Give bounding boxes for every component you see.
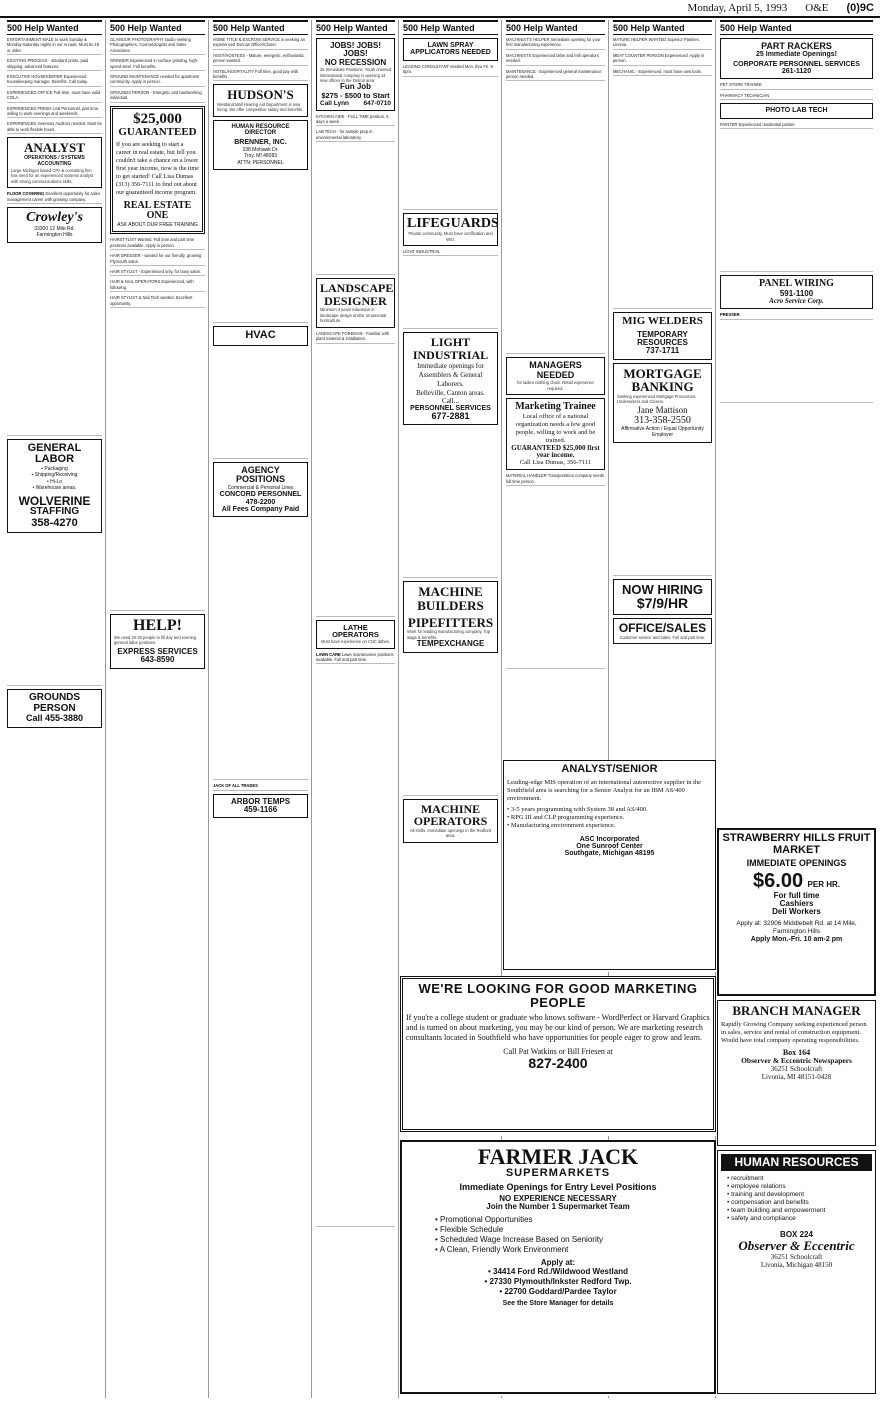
classified-ad: HAIR & NAIL OPERATORS Experienced, with following. xyxy=(110,279,205,292)
express-title: EXPRESS SERVICES xyxy=(117,646,198,656)
column-3 xyxy=(210,20,312,1398)
mortgage-title: MORTGAGE BANKING xyxy=(623,365,702,395)
classified-ad: KITCHEN AIDE - FULL TIME position, 5 days a week. xyxy=(316,114,395,127)
column-heading: 500 Help Wanted xyxy=(316,20,395,35)
jobs-contact xyxy=(320,100,391,107)
hr-director-ad xyxy=(213,120,308,170)
presser-title: PRESSER xyxy=(720,312,740,318)
strawberry-pay: $6.00 xyxy=(753,869,804,892)
classified-ad-block xyxy=(613,446,712,576)
classified-ad: GRINDER experienced in surface grinding, high-speed steel. Full benefits. xyxy=(110,58,205,71)
machine-op-title: MACHINE OPERATORS xyxy=(413,801,488,829)
strawberry-pay-line xyxy=(722,871,871,892)
classified-ad: MACHINIST'S HELPER Immediate opening for your first manufacturing experience. xyxy=(506,37,605,50)
farmer-footer: See the Store Manager for details xyxy=(502,1300,614,1308)
marketing-call: Call Lisa Dumas, 356-7111 xyxy=(519,459,592,467)
branch-title: BRANCH MANAGER xyxy=(732,1003,861,1018)
mortgage-ad xyxy=(613,363,712,443)
landscape-title: LANDSCAPE DESIGNER xyxy=(320,281,394,308)
panel-wiring-company: Acro Service Corp. xyxy=(769,296,824,305)
column-heading: 500 Help Wanted xyxy=(7,20,102,35)
branch-box: Box 164 xyxy=(782,1047,811,1057)
branch-address: 36251 Schoolcraft xyxy=(770,1064,823,1073)
mortgage-eoe: Affirmative Action / Equal Opportunity Employer xyxy=(621,425,704,439)
farmer-apply: Apply at: xyxy=(540,1257,576,1267)
machine-body: Work for leading manufacturing company. Top wage & benefits. xyxy=(407,629,491,640)
temp-title: TEMPORARY RESOURCES xyxy=(637,329,688,347)
guarantee-amount: $25,000 xyxy=(133,110,182,127)
good-body: If you're a college student or graduate who knows software - WordPerfect or Harvard Graphics and is turned on about marketing, you may be our kind of person. We are marketing research consultants located in Southfield who have opportunities for people eager to grow and learn. xyxy=(406,1013,710,1043)
panel-wiring-title: PANEL WIRING xyxy=(759,278,834,290)
temp-phone: 737-1711 xyxy=(645,346,680,356)
classified-ad: EXCITING PROCESS - standard prints, paid shipping, advanced features. xyxy=(7,58,102,71)
analyst-senior-frame xyxy=(503,760,716,970)
classified-ad: PET STORE TRAINEE xyxy=(720,82,873,89)
machine-operators-ad xyxy=(403,799,498,843)
human-resources-ad xyxy=(717,1150,876,1396)
crowleys-address: 33300 12 Mile Rd. xyxy=(34,225,75,232)
agency-ad xyxy=(213,462,308,517)
analyst-senior-list xyxy=(507,806,712,830)
strawberry-frame xyxy=(717,828,876,996)
classified-ad: LAB TECH - for sample prep in environmental laboratory. xyxy=(316,129,395,142)
classified-ad: EXPERIENCED Inventory Auditors needed. Must be able to work flexible hours. xyxy=(7,121,102,134)
analyst-company: ASC Incorporated xyxy=(579,835,640,843)
machine-title: MACHINE BUILDERS xyxy=(417,584,484,614)
strawberry-per: PER HR. xyxy=(807,879,840,889)
managers-ad xyxy=(506,357,605,395)
branch-frame xyxy=(717,1000,876,1146)
managers-title: MANAGERS NEEDED xyxy=(529,360,582,380)
analyst-req: • Manufacturing environment experience. xyxy=(507,821,616,829)
li-company: PERSONNEL SERVICES xyxy=(410,404,491,412)
agency-contact: CONCORD PERSONNEL xyxy=(219,491,302,499)
jobs-fun: Fun Job xyxy=(339,82,372,92)
column-heading: 500 Help Wanted xyxy=(720,20,873,35)
floor-cover-ad xyxy=(7,191,102,204)
classified-ad: MATERIAL HANDLER Transportation company needs full time person. xyxy=(506,473,605,486)
classified-ad: HOTEL/HOSPITALITY Full time, good pay with benefits. xyxy=(213,69,308,82)
pipefitters-title: PIPEFITTERS xyxy=(407,614,494,630)
jobs-body: 25 Immediate Positions. Youth oriented international company is opening 14 new offices in the Detroit area. xyxy=(320,67,392,83)
strawberry-title: STRAWBERRY HILLS FRUIT MARKET xyxy=(722,832,871,856)
branch-manager-ad xyxy=(717,1000,876,1148)
strawberry-apply: Apply Mon.-Fri. 10 am-2 pm xyxy=(750,935,843,943)
general-item: • Packaging xyxy=(41,465,68,472)
classified-ad-block xyxy=(720,132,873,272)
hr-item: • training and development xyxy=(727,1190,805,1198)
photo-lab-ad xyxy=(720,103,873,118)
light-industrial-ad xyxy=(403,332,498,425)
good-phone: 827-2400 xyxy=(528,1055,588,1072)
column-heading: 500 Help Wanted xyxy=(613,20,712,35)
arbor-title: ARBOR TEMPS xyxy=(230,796,291,806)
classified-ad: LEASING CONSULTANT needed Mon. thru Fri. 9-5pm. xyxy=(403,64,498,77)
strawberry-fulltime: For full time xyxy=(773,890,820,900)
crowleys-city: Farmington Hills xyxy=(36,232,73,239)
good-title: WE'RE LOOKING FOR GOOD MARKETING PEOPLE xyxy=(418,981,698,1010)
office-body: Customer service and sales. Full and part time. xyxy=(619,634,706,640)
jack-of-all-trades-ad xyxy=(213,783,308,790)
jobs-subtitle: NO RECESSION xyxy=(324,57,387,67)
general-labor-ad xyxy=(7,439,102,534)
jobs-ad xyxy=(316,38,395,111)
farmer-title: FARMER JACK xyxy=(477,1144,639,1169)
arbor-phone: 459-1166 xyxy=(243,805,278,815)
agency-phone: 478-2200 xyxy=(245,498,276,506)
branch-company: Observer & Eccentric Newspapers xyxy=(741,1056,852,1066)
light-industrial-small: LIGHT INDUSTRIAL xyxy=(403,249,498,256)
hudsons-logo: HUDSON'S xyxy=(227,87,294,103)
analyst-req: • 3-5 years programming with System 38 and AS/400. xyxy=(507,805,648,813)
analyst-ad xyxy=(7,137,102,188)
lawn-spray-title: LAWN SPRAY APPLICATORS NEEDED xyxy=(410,42,491,57)
good-marketing-frame xyxy=(400,976,716,1132)
presser-ad xyxy=(720,312,873,319)
help-title: HELP! xyxy=(133,617,182,635)
classified-ad: GLAMOUR PHOTOGRAPHY studio seeking Photographers, Cosmetologists and Sales Associates. xyxy=(110,37,205,55)
classified-ad: LANDSCAPE FOREMAN - Familiar with plant material & installation. xyxy=(316,331,395,344)
part-rackers-ad xyxy=(720,38,873,79)
wolverine-subtitle: STAFFING xyxy=(29,506,80,518)
classified-ad: HOME TITLE & ESCROW SERVICE is seeking an experienced Escrow Officer/Closer. xyxy=(213,37,308,50)
corporate-title: CORPORATE PERSONNEL SERVICES xyxy=(733,60,860,68)
jobs-pay: $275 - $500 to Start xyxy=(321,90,390,100)
analyst-title: ANALYST xyxy=(24,140,85,156)
mortgage-phone: 313-358-2550 xyxy=(634,414,691,426)
hudsons-body: Westland Mall Hearing Aid Department is now hiring. We offer competitive salary and benefits. xyxy=(217,102,304,113)
column-heading: 500 Help Wanted xyxy=(110,20,205,35)
classified-ad-block xyxy=(403,428,498,578)
analyst-senior-ad xyxy=(503,760,716,972)
column-2 xyxy=(107,20,209,1398)
help-ad xyxy=(110,614,205,668)
farmer-benefit: • Scheduled Wage Increase Based on Seniority xyxy=(435,1234,603,1244)
brenner-attn: ATTN: PERSONNEL xyxy=(237,159,284,166)
general-subtitle: LABOR xyxy=(34,453,75,466)
marketing-title: Marketing Trainee xyxy=(515,401,596,413)
header-date: Monday, April 5, 1993 xyxy=(687,2,788,14)
jobs-call: Call Lynn xyxy=(320,99,350,107)
column-1 xyxy=(4,20,106,1398)
marketing-trainee-ad xyxy=(506,398,605,470)
classified-ad: PHARMACY TECHNICIAN xyxy=(720,93,873,100)
lawn-spray-ad xyxy=(403,38,498,61)
branch-body: Rapidly Growing Company seeking experienced person in sales, service and rental of construction equipment. Would have total company operating responsibilities. xyxy=(721,1020,867,1044)
hr-logo: Observer & Eccentric xyxy=(738,1237,855,1253)
classified-ad-block xyxy=(720,323,873,403)
hr-address: 36251 Schoolcraft xyxy=(770,1252,823,1261)
guarantee-word: GUARANTEED xyxy=(118,126,197,139)
farmer-openings: Immediate Openings for Entry Level Positions xyxy=(459,1181,657,1192)
analyst-senior-title: ANALYST/SENIOR xyxy=(561,763,658,775)
classified-ad-block xyxy=(506,84,605,354)
li-phone: 677-2881 xyxy=(431,410,470,421)
real-estate-sub: ASK ABOUT OUR FREE TRAINING xyxy=(117,221,198,228)
classified-ad: MECHANIC - Experienced, must have own tools. xyxy=(613,69,712,76)
brenner-address: 338 Mohawk Dr. xyxy=(242,146,279,153)
column-heading: 500 Help Wanted xyxy=(403,20,498,35)
mortgage-contact: Jane Mattison xyxy=(637,404,688,415)
part-rackers-title: PART RACKERS xyxy=(761,41,832,51)
floor-cover-title: FLOOR COVERING xyxy=(7,191,45,197)
farmer-location: • 27330 Plymouth/Inkster Redford Twp. xyxy=(484,1277,632,1287)
jobs-title: JOBS! JOBS! JOBS! xyxy=(329,41,382,59)
wolverine-title: WOLVERINE xyxy=(18,493,91,508)
analyst-city: Southgate, Michigan 48195 xyxy=(564,850,655,858)
strawberry-hills-ad xyxy=(717,828,876,998)
brenner-name: BRENNER, INC. xyxy=(234,139,287,147)
crowleys-logo: Crowley's xyxy=(26,209,83,225)
general-item: • Hi-Lo xyxy=(46,478,63,485)
classified-ad: HOST/HOSTESS - Mature, energetic, enthusiastic person wanted. xyxy=(213,53,308,66)
marketing-guarantee: GUARANTEED $25,000 first year income. xyxy=(511,443,600,459)
hr-list xyxy=(727,1175,872,1223)
grounds-phone: Call 455-3880 xyxy=(25,713,84,724)
lifeguards-title: LIFEGUARDS xyxy=(407,215,499,231)
farmer-noexp: NO EXPERIENCE NECESSARY xyxy=(499,1194,617,1204)
mortgage-body: Seeking experienced Mortgage Processors, Underwriters and Closers. xyxy=(617,394,697,405)
jack-title: JACK OF ALL TRADES xyxy=(213,783,258,789)
classified-ad: GROUND MAINTENANCE needed for apartment community. Apply in person. xyxy=(110,74,205,87)
mig-title: MIG WELDERS xyxy=(622,315,703,328)
header-paper: O&E xyxy=(805,2,829,14)
help-body: We need 20-25 people to fill day and evening general labor positions. xyxy=(114,634,197,646)
grounds-person-ad xyxy=(7,689,102,727)
classified-ad: EXECUTIVE HOUSEKEEPER Experienced housekeeping manager. Benefits. Call today. xyxy=(7,74,102,87)
strawberry-sub: IMMEDIATE OPENINGS xyxy=(746,858,847,869)
part-rackers-sub: 25 Immediate Openings! xyxy=(756,51,837,59)
lifeguards-ad xyxy=(403,213,498,247)
photo-lab-title: PHOTO LAB TECH xyxy=(765,107,828,115)
classified-ad-block xyxy=(7,246,102,436)
real-estate-logo: REAL ESTATE ONE xyxy=(123,199,192,222)
classified-ad-block xyxy=(213,173,308,323)
classified-ad: HAIR DRESSER - wanted for our friendly, growing Plymouth salon. xyxy=(110,253,205,266)
classified-ad-block xyxy=(316,667,395,1227)
branch-city: Livonia, MI 48151-0428 xyxy=(761,1072,832,1081)
column-heading: 500 Help Wanted xyxy=(506,20,605,35)
marketing-body: Local office of a national organization needs a few good people, willing to work and be trained. xyxy=(515,412,596,444)
hr-item: • employee relations xyxy=(727,1182,786,1190)
classified-ad-block xyxy=(403,80,498,210)
wolverine-phone: 358-4270 xyxy=(31,516,78,529)
hvac-title: HVAC xyxy=(245,329,276,342)
lifeguards-body: Private community, Must have certification and WSI. xyxy=(408,231,493,242)
good-call: Call Pat Watkins or Bill Friesen at xyxy=(503,1047,613,1057)
crowleys-ad xyxy=(7,207,102,243)
strawberry-role: Cashiers xyxy=(779,898,814,908)
analyst-subtitle: OPERATIONS / SYSTEMS ACCOUNTING xyxy=(24,154,85,168)
header-section: (0)9C xyxy=(846,2,874,14)
now-hiring-ad xyxy=(613,579,712,615)
li-body: Immediate openings for Assemblers & General Laborers. xyxy=(417,361,484,388)
agency-title: AGENCY POSITIONS xyxy=(235,464,285,485)
classified-ad: MEAT COUNTER PERSON Experienced. Apply in person. xyxy=(613,53,712,66)
classified-ad: HAIRSTYLIST Wanted. Full time and part time positions available. Apply in person. xyxy=(110,237,205,250)
hr-frame xyxy=(717,1150,876,1394)
guarantee-body: If you are seeking to start a career in real estate, but fell you couldn't take a chance on a lower first year income, now is the time to get started! Call Lisa Dumas (313) 356-7111 to find out about our guaranteed income program. xyxy=(116,140,199,196)
farmer-location: • 34414 Ford Rd./Wildwood Westland xyxy=(488,1267,628,1277)
strawberry-address: Apply at: 32906 Middlebelt Rd. at 14 Mile, Farmington Hills xyxy=(736,919,857,935)
analyst-body: Large Michigan based CPA & consulting firm has need for an experienced systems analyst with strong communications skills. xyxy=(11,167,94,184)
brenner-city: Troy, MI 48083 xyxy=(243,153,278,160)
classified-ad: GROUNDS PERSON - Energetic and hardworking individual. xyxy=(110,90,205,103)
analyst-address: One Sunroof Center xyxy=(576,842,643,850)
strawberry-role: Deli Workers xyxy=(772,907,821,917)
classified-ad-block xyxy=(110,311,205,611)
classified-ad: HAIR STYLIST & Nail Tech wanted. Excellent opportunity. xyxy=(110,295,205,308)
classified-ad: MAINTENANCE - Experienced general maintenance person needed. xyxy=(506,69,605,82)
office-title: OFFICE/SALES xyxy=(618,621,707,636)
hr-city: Livonia, Michigan 48150 xyxy=(760,1260,833,1269)
classified-ad-block xyxy=(213,520,308,780)
lathe-ad xyxy=(316,620,395,649)
landscape-designer-ad xyxy=(316,278,395,327)
now-hiring-title: NOW HIRING xyxy=(622,581,703,597)
grounds-title: GROUNDS PERSON xyxy=(28,692,81,714)
agency-body: Commercial & Personal Lines xyxy=(227,484,294,491)
hvac-ad xyxy=(213,326,308,346)
farmer-benefit: • Flexible Schedule xyxy=(435,1224,504,1234)
machine-builders-ad xyxy=(403,581,498,652)
hr-title: HUMAN RESOURCES xyxy=(721,1154,872,1171)
lathe-title: LATHE OPERATORS xyxy=(332,622,379,640)
column-4 xyxy=(313,20,399,1398)
lathe-body: Must have experience on CNC lathes. xyxy=(321,639,390,645)
hr-item: • recruitment xyxy=(727,1174,764,1182)
general-item: • Warehouse areas. xyxy=(32,485,77,492)
column-heading: 500 Help Wanted xyxy=(213,20,308,35)
farmer-benefits xyxy=(435,1215,711,1255)
classified-ad-block xyxy=(403,656,498,796)
hr-item: • compensation and benefits xyxy=(727,1198,809,1206)
general-item: • Shipping/Receiving xyxy=(31,472,78,479)
arbor-temps-ad xyxy=(213,794,308,819)
classified-ad-block xyxy=(403,259,498,329)
tempexchange: TEMPEXCHANGE xyxy=(416,639,485,649)
classified-ad: HAIR STYLIST - Experienced only, for busy salon. xyxy=(110,269,205,276)
classified-ad-block xyxy=(316,347,395,617)
good-marketing-ad xyxy=(400,976,716,1136)
office-sales-ad xyxy=(613,618,712,644)
li-city: Belleville, Canton areas. Call... xyxy=(416,388,485,405)
hr-director-title: HUMAN RESOURCE DIRECTOR xyxy=(231,123,290,137)
classified-ad-block xyxy=(613,79,712,309)
jobs-phone: 647-0710 xyxy=(363,99,391,107)
hudsons-ad xyxy=(213,84,308,116)
farmer-jack-frame xyxy=(400,1140,716,1394)
farmer-locations xyxy=(405,1267,711,1297)
classified-ad-block xyxy=(316,145,395,275)
hr-item: • safety and compliance xyxy=(727,1214,796,1222)
managers-body: for ladies clothing chain. Retail experience required. xyxy=(517,380,594,391)
classified-ad: MACHINISTS Experienced lathe and mill operators needed. xyxy=(506,53,605,66)
lawn-body: Lawn maintenance positions available. Full and part time. xyxy=(316,651,394,663)
classified-ad: EXPERIENCED OFFICE Full-time, must have valid COLA. xyxy=(7,90,102,103)
landscape-body: Minimum 3 years education in landscape design and/or ornamental horticulture. xyxy=(320,307,387,324)
hr-box: BOX 224 xyxy=(780,1229,813,1239)
machine-op-body: All shifts. Immediate openings in the Redford area. xyxy=(409,827,492,839)
classified-ad-block xyxy=(213,349,308,459)
mig-welders-ad xyxy=(613,312,712,360)
lawn-title: LAWN CARE xyxy=(316,651,341,657)
farmer-location: • 22700 Goddard/Pardee Taylor xyxy=(499,1287,617,1297)
farmer-jack-ad xyxy=(400,1140,716,1396)
li-title: LIGHT INDUSTRIAL xyxy=(412,335,489,362)
general-title: GENERAL xyxy=(27,441,82,454)
farmer-benefit: • A Clean, Friendly Work Environment xyxy=(435,1244,569,1254)
classified-ad: MATURE HELPER WANTED Superior Pastries, Livonia. xyxy=(613,37,712,50)
hr-item: • team building and empowerment xyxy=(727,1206,826,1214)
classified-ad: ENTERTAINMENT MALE to work Sunday & Monday-Saturday nights in our Arcade. Must be 18 or older. xyxy=(7,37,102,55)
page-header xyxy=(0,0,880,18)
classified-ad-block xyxy=(506,489,605,669)
panel-wiring-phone: 591-1100 xyxy=(779,288,814,298)
classified-ad: EXPERIENCED FRESH LAB Personnel, part time, willing to work evenings and weekends. xyxy=(7,106,102,119)
now-hiring-pay: $7/9/HR xyxy=(636,595,689,612)
express-phone: 643-8590 xyxy=(140,655,175,665)
agency-fee: All Fees Company Paid xyxy=(221,505,300,513)
classified-ad: PAINTER Experienced residential painter. xyxy=(720,122,873,129)
classified-ad-block xyxy=(7,536,102,686)
panel-wiring-ad xyxy=(720,275,873,309)
corporate-phone: 261-1120 xyxy=(781,68,812,76)
analyst-req: • RPG III and CLP programming experience. xyxy=(507,813,625,821)
guaranteed-income-ad xyxy=(110,106,205,235)
analyst-senior-body: Leading-edge MIS operation of an international automotive supplier in the Southfield area is searching for a Senior Analyst for an IBM AS/400 environment. xyxy=(507,778,702,802)
classified-grid xyxy=(4,20,876,1398)
farmer-subtitle: SUPERMARKETS xyxy=(505,1167,611,1180)
farmer-benefit: • Promotional Opportunities xyxy=(435,1214,533,1224)
farmer-join: Join the Number 1 Supermarket Team xyxy=(486,1202,630,1212)
floor-cover-body: Excellent opportunity for sales management career with growing company. xyxy=(7,191,101,202)
lawn-care-ad xyxy=(316,652,395,665)
